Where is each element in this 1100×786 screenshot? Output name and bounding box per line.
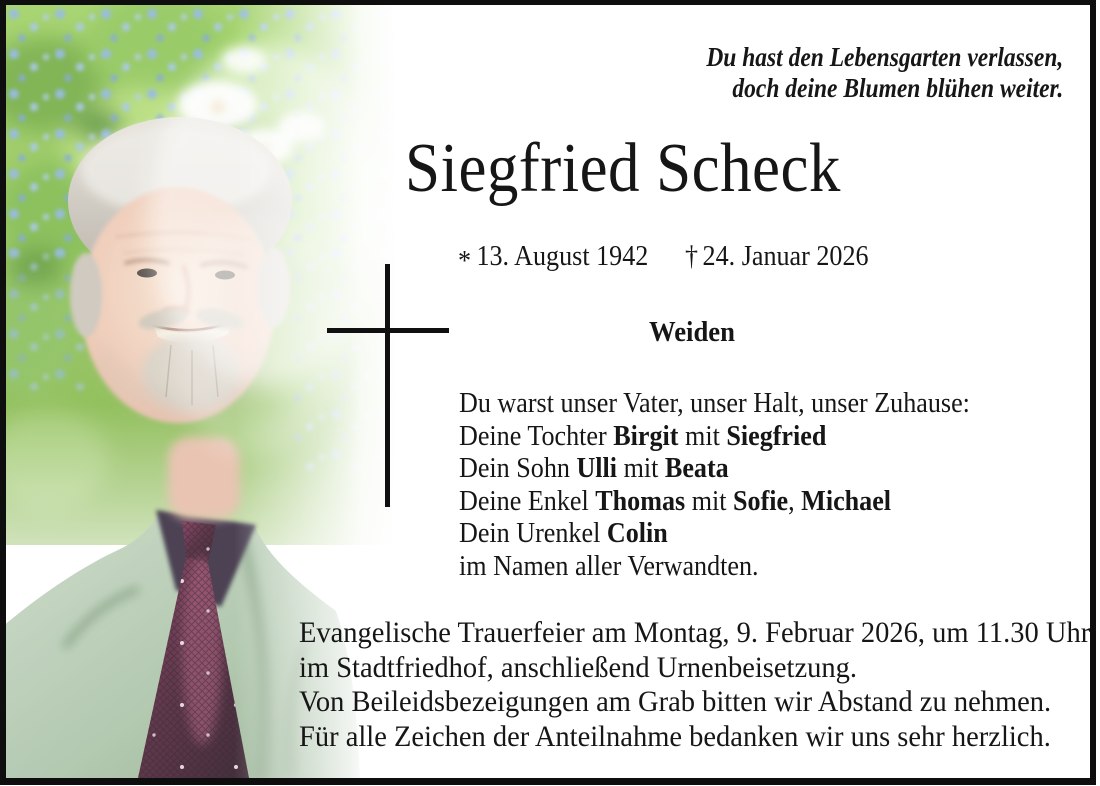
mourner-line <box>459 517 970 550</box>
mourner-text: mit <box>617 452 665 484</box>
mourners-block <box>459 387 1027 582</box>
mourner-text: mit <box>685 484 734 517</box>
text-line: Evangelische Trauerfeier am Montag, 9. Februar 2026, um 11.30 Uhr <box>299 616 1091 649</box>
mourner-text: Dein Sohn <box>459 452 577 484</box>
deceased-name: Siegfried Scheck <box>405 130 841 207</box>
epigraph <box>653 42 1063 104</box>
mourner-lines <box>459 420 970 550</box>
mourner-line <box>459 485 970 518</box>
ceremony-block <box>299 616 1100 754</box>
mourner-name: Beata <box>664 452 729 484</box>
mourner-line <box>459 452 970 485</box>
cross-horizontal-bar <box>327 328 449 333</box>
epigraph-line-2: doch deine Blumen blühen weiter. <box>732 73 1063 103</box>
text-line: Für alle Zeichen der Anteilnahme bedanken wir uns sehr herzlich. <box>299 719 1051 753</box>
cross-vertical-bar <box>385 264 390 507</box>
mourner-name: Michael <box>801 484 892 517</box>
tribute-closing: im Namen aller Verwandten. <box>459 549 759 582</box>
mourner-text: Deine Tochter <box>459 419 614 452</box>
birth-date: * 13. August 1942 <box>458 240 649 277</box>
text-line: im Stadtfriedhof, anschließend Urnenbeisetzung. <box>299 650 857 684</box>
tribute-intro: Du warst unser Vater, unser Halt, unser Zuhause: <box>459 387 970 419</box>
mourner-name: Birgit <box>613 419 679 452</box>
epigraph-line-1: Du hast den Lebensgarten verlassen, <box>706 42 1063 72</box>
mourner-name: Ulli <box>576 452 618 484</box>
death-date: † 24. Januar 2026 <box>685 240 869 272</box>
ceremony-lines <box>299 616 1090 754</box>
mourner-name: Siegfried <box>726 419 827 452</box>
birth-star-symbol: * <box>458 244 472 277</box>
mourner-name: Colin <box>606 517 668 549</box>
place-name: Weiden <box>649 316 735 348</box>
mourner-text: Dein Urenkel <box>459 517 607 549</box>
death-dagger-symbol: † <box>685 240 699 272</box>
mourner-name: Thomas <box>595 484 686 517</box>
mourner-text: , <box>788 484 802 517</box>
mourner-text: mit <box>678 419 727 452</box>
mourner-text: Deine Enkel <box>459 484 596 517</box>
text-line: Von Beileidsbezeigungen am Grab bitten wir Abstand zu nehmen. <box>299 685 1052 718</box>
mourner-name: Sofie <box>733 484 789 517</box>
mourner-line <box>459 420 970 453</box>
